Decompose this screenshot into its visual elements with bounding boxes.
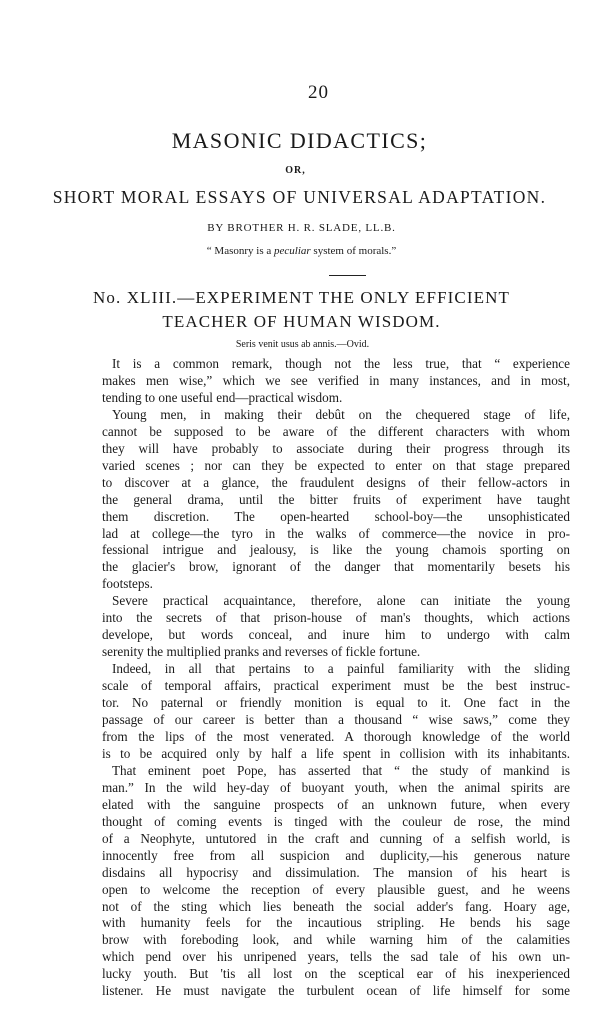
body-line: serenity the multiplied pranks and reverses of fickle fortune.: [102, 644, 421, 660]
body-line: cannot be supposed to be aware of the different characters with whom: [102, 423, 570, 439]
essay-heading: [0, 286, 591, 334]
body-line: of a Neophyte, untutored in the craft and cunning of a selfish world, is: [102, 830, 570, 846]
body-line: them discretion. The open-hearted school-boy—the unsophisticated: [102, 508, 570, 524]
author-byline: BY BROTHER H. R. SLADE, LL.B.: [207, 222, 396, 234]
body-line: develope, but words conceal, and inure him to undergo with calm: [102, 627, 570, 643]
body-line: with humanity feels for the incautious stripling. He bends his sage: [102, 915, 570, 931]
body-line: open to welcome the reception of every plausible guest, and he weens: [102, 881, 570, 897]
body-line: Indeed, in all that pertains to a painful familiarity with the sliding: [112, 661, 570, 677]
body-line: they will have probably to associate during their progress through its: [102, 440, 570, 456]
body-line: disdains all hypocrisy and dissimulation. The mansion of his heart is: [102, 864, 570, 880]
body-line: which pend over his unripened years, tells the sad tale of his own un-: [102, 949, 570, 965]
divider-rule: [329, 275, 366, 276]
body-line: varied scenes ; nor can they be expected to enter on that stage prepared: [102, 457, 570, 473]
body-line: the glacier's brow, ignorant of the danger that momentarily besets his: [102, 559, 570, 575]
body-line: makes men wise,” which we see verified in many instances, and in most,: [102, 372, 570, 388]
body-line: tending to one useful end—practical wisdom.: [102, 389, 343, 405]
essay-heading-line-2: TEACHER OF HUMAN WISDOM.: [162, 312, 441, 331]
motto-prefix: “ Masonry is a: [206, 245, 274, 257]
epigraph: Seris venit usus ab annis.—Ovid.: [235, 339, 370, 350]
essay-body: [102, 356, 570, 1000]
body-line: listener. He must navigate the turbulent ocean of life himself for some: [102, 983, 570, 999]
body-line: passage of our career is better than a thousand “ wise saws,” come they: [102, 712, 570, 728]
motto-suffix: system of morals.”: [310, 245, 397, 257]
body-line: tor. No paternal or friendly monition is equal to it. One fact in the: [102, 695, 570, 711]
body-line: footsteps.: [102, 576, 153, 592]
body-line: That eminent poet Pope, has asserted that “ the study of mankind is: [112, 762, 570, 778]
body-line: man.” In the wild hey-day of buoyant youth, when the animal spirits are: [102, 779, 570, 795]
body-line: from the lips of the most venerated. A thorough knowledge of the world: [102, 728, 570, 744]
body-line: Young men, in making their debût on the chequered stage of life,: [112, 406, 570, 422]
body-line: scale of temporal affairs, practical experiment must be the best instruc-: [102, 678, 570, 694]
essay-heading-line-1: No. XLIII.—EXPERIMENT THE ONLY EFFICIENT: [93, 288, 510, 307]
page-number: 20: [308, 82, 329, 103]
page-title: MASONIC DIDACTICS;: [171, 128, 428, 153]
body-line: to discover at a glance, the fraudulent designs of their fellow-actors in: [102, 474, 570, 490]
body-line: the general drama, until the bitter fruits of experiment have taught: [102, 491, 570, 507]
body-line: lucky youth. But 'tis all lost on the sceptical ear of his inexperienced: [102, 966, 570, 982]
body-line: thought of coming events is tinged with the couleur de rose, the mind: [102, 813, 570, 829]
motto: [0, 245, 591, 257]
body-line: elated with the sanguine prospects of an unknown future, when every: [102, 796, 570, 812]
body-line: It is a common remark, though not the less true, that “ experience: [112, 356, 570, 371]
body-line: into the secrets of that prison-house of man's thoughts, which actions: [102, 610, 570, 626]
body-line: not of the sting which lies beneath the social adder's fang. Hoary age,: [102, 898, 570, 914]
body-line: is to be acquired only by half a life spent in collision with its inhabitants.: [102, 745, 570, 761]
body-line: lad at college—the tyro in the walks of commerce—the novice in pro-: [102, 525, 570, 541]
body-line: Severe practical acquaintance, therefore, alone can initiate the young: [112, 593, 570, 609]
body-line: brow with foreboding look, and while warning him of the calamities: [102, 932, 570, 948]
body-line: innocently free from all suspicion and duplicity,—his generous nature: [102, 847, 570, 863]
title-or: OR,: [285, 165, 306, 176]
body-line: fessional intrigue and jealousy, is like the young chamois sporting on: [102, 542, 570, 558]
page-subtitle: SHORT MORAL ESSAYS OF UNIVERSAL ADAPTATION.: [52, 187, 547, 207]
motto-emphasis: peculiar: [274, 245, 311, 257]
